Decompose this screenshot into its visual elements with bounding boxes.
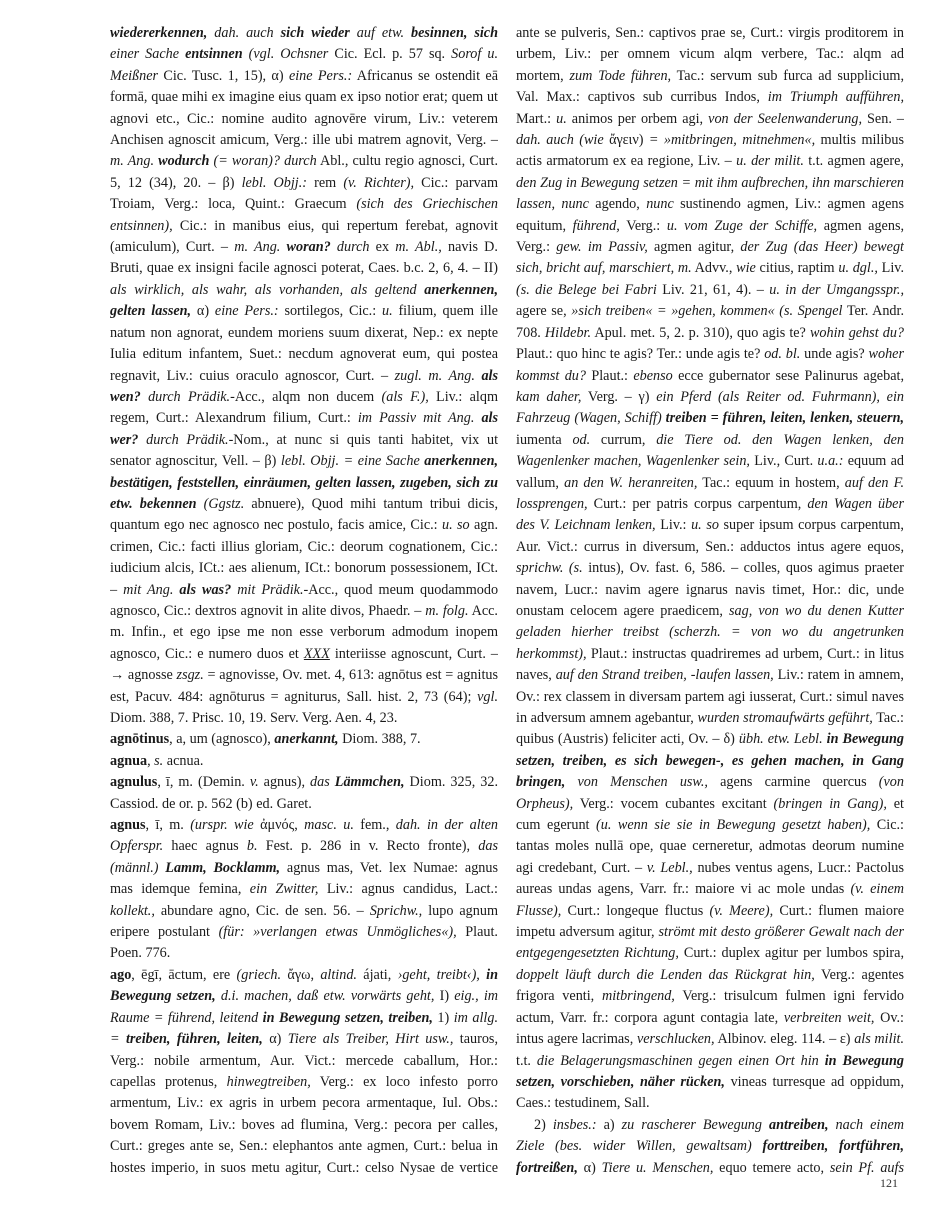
right-column xyxy=(516,23,904,1178)
page-number: 121 xyxy=(880,1176,898,1190)
left-column xyxy=(110,23,498,1178)
dictionary-entry: agnulus, ī, m. (Demin. v. agnus), das Lämmchen, Diom. 325, 32. Cassiod. de or. p. 562 (b) ed. Garet. xyxy=(110,774,498,812)
dictionary-entry: agnōtinus, a, um (agnosco), anerkannt, Diom. 388, 7. xyxy=(110,731,421,748)
dictionary-entry: ago, ēgī, āctum, ere (griech. ἄγω, altind. ájati, ›geht, treibt‹), in Bewegung setzen, d.i. machen, daß etw. vorwärts geht, I) eig., im Raume = führend, leitend in Bewegung setzen, treiben, 1) im allg. = treiben, führen, leiten, α) Tiere als Treiber, Hirt usw., tauros, Verg.: nobile armentum, Aur. Vict.: mercede caballum, Hor.: capellas protenus, hinwegtreiben, Verg.: ex loco infesto porro armentum, Liv.: ex agris in urbem pecora armentaque, Iul. Obs.: bovem Romam, Liv.: boves ad flumina, Verg.: pecora per calles, Curt.: greges ante se, Sen.: elephantos ante agmen, Curt.: belua in hostes imperio, in suos metu agitur, Curt.: celso Nysae de vertice xyxy=(110,966,498,1176)
dictionary-entry: agnus, ī, m. (urspr. wie ἀμνός, masc. u. fem., dah. in der alten Opferspr. haec agnus b. Fest. p. 286 in v. Recto fronte), das (männl.) Lamm, Bocklamm, agnus mas, Vet. lex Numae: agnus mas idemque femina, ein Zwitter, Liv.: agnus candidus, Lact.: kollekt., abundare agno, Cic. de sen. 56. – Sprichw., lupo agnum eripere postulant (für: »verlangen etwas Unmögliches«), Plaut. Poen. 776. xyxy=(110,817,498,962)
dictionary-entry: wiedererkennen, dah. auch sich wieder auf etw. besinnen, sich einer Sache entsinnen (vgl. Ochsner Cic. Ecl. p. 57 sq. Sorof u. Meißner Cic. Tusc. 1, 15), α) eine Pers.: Africanus se ostendit eā formā, quae mihi ex imagine eius quam ex ipso notior erat; quem ut agnovi etc., Cic.: nomine audito agnovēre virum, Liv.: veterem Anchisen agnoscit amicum, Verg.: ille ubi matrem agnovit, Verg. – m. Ang. wodurch (= woran)? durch Abl., cultu regio agnosci, Curt. 5, 12 (34), 20. – β) lebl. Objj.: rem (v. Richter), Cic.: parvam Troiam, Verg.: loca, Quint.: Graecum (sich des Griechischen entsinnen), Cic.: in manibus eius, qui repertum ferebat, agnovit (amiculum), Curt. – m. Ang. woran? durch ex m. Abl., navis D. Bruti, quae ex insigni facile agnosci poterat, Caes. b.c. 2, 6, 4. – II) als wirklich, als wahr, als vorhanden, als geltend anerkennen, gelten lassen, α) eine Pers.: sortilegos, Cic.: u. filium, quem ille natum non agnorat, eundem moriens suum dixerat, Nep.: ex nepte Iulia editum infantem, Suet.: necdum agnoverat eum, qui postea regnavit, Liv.: cuius oraculo agnoscor, Curt. – zugl. m. Ang. als wen? durch Prädik.-Acc., alqm non ducem (als F.), Liv.: alqm regem, Curt.: Alexandrum filium, Curt.: im Passiv mit Ang. als wer? durch Prädik.-Nom., at nunc si quis tanti habitet, vix ut senator agnoscitur, Vell. – β) lebl. Objj. = eine Sache anerkennen, bestätigen, feststellen, einräumen, gelten lassen, zugeben, sich zu etw. bekennen (Ggstz. abnuere), Quod mihi tantum tribui dicis, quantum ego nec agnosco nec postulo, facis amice, Cic.: u. so agn. crimen, Cic.: facti illius gloriam, Cic.: deorum cognationem, Cic.: iudicium alcis, ICt.: aes alienum, ICt.: bonorum possessionem, ICt. – mit Ang. als was? mit Prädik.-Acc., quod meum quodammodo agnosco, Cic.: dextros agnovit in alite divos, Phaedr. – m. folg. Acc. m. Infin., et ego ipse me non esse verborum admodum inopem agnosco, Cic.: e numero duos et XXX interiisse agnoscunt, Curt. – → agnosse zsgz. = agnovisse, Ov. met. 4, 613: agnōtus est = agnitus est, Pacuv. 484: agnōturus = agniturus, Sall. hist. 2, 73 (64); vgl. Diom. 388, 7. Prisc. 10, 19. Serv. Verg. Aen. 4, 23. xyxy=(110,25,498,726)
dictionary-entry: ante se pulveris, Sen.: captivos prae se, Curt.: virgis proditorem in urbem, Liv.: per omnem vicum alqm verbere, Tac.: alqm ad mortem, zum Tode führen, Tac.: servum sub furca ad supplicium, Val. Max.: captivos sub curribus Indos, im Triumph aufführen, Mart.: u. animos per orbem agi, von der Seelenwanderung, Sen. – dah. auch (wie ἄγειν) = »mitbringen, mitnehmen«, multis milibus actis armatorum ex ea regione, Liv. – u. der milit. t.t. agmen agere, den Zug in Bewegung setzen = mit ihm aufbrechen, ihn marschieren lassen, nunc agendo, nunc sustinendo agmen, Liv.: agmen agens equitum, führend, Verg.: u. vom Zuge der Schiffe, agmen agens, Verg.: gew. im Passiv, agmen agitur, der Zug (das Heer) bewegt sich, bricht auf, marschiert, m. Advv., wie citius, raptim u. dgl., Liv. (s. die Belege bei Fabri Liv. 21, 61, 4). – u. in der Umgangsspr., agere se, »sich treiben« = »gehen, kommen« (s. Spengel Ter. Andr. 708. Hildebr. Apul. met. 5, 2. p. 310), quo agis te? wohin gehst du? Plaut.: quo hinc te agis? Ter.: unde agis te? od. bl. unde agis? woher kommst du? Plaut.: ebenso ecce gubernator sese Palinurus agebat, kam daher, Verg. – γ) ein Pferd (als Reiter od. Fuhrmann), ein Fahrzeug (Wagen, Schiff) treiben = führen, leiten, lenken, steuern, iumenta od. currum, die Tiere od. den Wagen lenken, den Wagenlenker machen, Wagenlenker sein, Liv., Curt. u.a.: equum ad vallum, an den W. heranreiten, Tac.: equum in hostem, auf den F. lossprengen, Curt.: per patris corpus carpentum, den Wagen über des V. Leichnam lenken, Liv.: u. so super ipsum corpus carpentum, Aur. Vict.: currus in diversum, Sen.: adductos intus agere equos, sprichw. (s. intus), Ov. fast. 6, 586. – colles, quos agimus praeter navem, Lucr.: navim agere ignarus navis timet, Hor.: dic, unde onustam celocem agere praedicem, sag, von wo du denen Kutter geladen hierher treibst (scherzh. = von wo du angetrunken herkommst), Plaut.: instructas quadriremes ad urbem, Curt.: in litus naves, auf den Strand treiben, -laufen lassen, Liv.: ratem in amnem, Ov.: rex classem in diversam partem agi iusserat, Curt.: simul naves in adversum amnem agebantur, wurden stromaufwärts geführt, Tac.: quibus (Austris) feliciter acti, Ov. – δ) übh. etw. Lebl. in Bewegung setzen, treiben, es sich bewegen-, es gehen machen, in Gang bringen, von Menschen usw., agens carmine quercus (von Orpheus), Verg.: vocem cubantes excitant (bringen in Gang), et cum egerunt (u. wenn sie sie in Bewegung gesetzt haben), Cic.: tantas moles nullā ope, quae cerneretur, admotas deorum numine agi credebant, Curt. – v. Lebl., nubes ventus agens, Lucr.: Pactolus aureas undas agens, Varr. fr.: maiore vi ac mole undas (v. einem Flusse), Curt.: longeque fluctus (v. Meere), Curt.: flumen maiore impetu adversum agitur, strömt mit desto größerer Gewalt nach der entgegengesetzten Richtung, Curt.: duplex agitur per lumbos spira, doppelt läuft durch die Lenden das Rückgrat hin, Verg.: agentes frigora venti, mitbringend, Verg.: trisulcum fulmen igni fervido actum, Varr. fr.: corpora agunt contagia late, verbreiten weit, Ov.: intus agere lacrimas, verschlucken, Albinov. eleg. 114. – ε) als milit. t.t. die Belagerungsmaschinen gegen einen Ort hin in Bewegung setzen, vorschieben, näher rücken, vineas turresque ad oppidum, Caes.: testudinem, Sall. xyxy=(516,25,904,1112)
dictionary-entry: agnua, s. acnua. xyxy=(110,752,204,769)
dictionary-entry: 2) insbes.: a) zu rascherer Bewegung antreiben, nach einem Ziele (bes. wider Willen, gewaltsam) forttreiben, fortführen, fortreißen, α) Tiere u. Menschen, equo temere acto, sein Pf. aufs xyxy=(516,1116,904,1176)
